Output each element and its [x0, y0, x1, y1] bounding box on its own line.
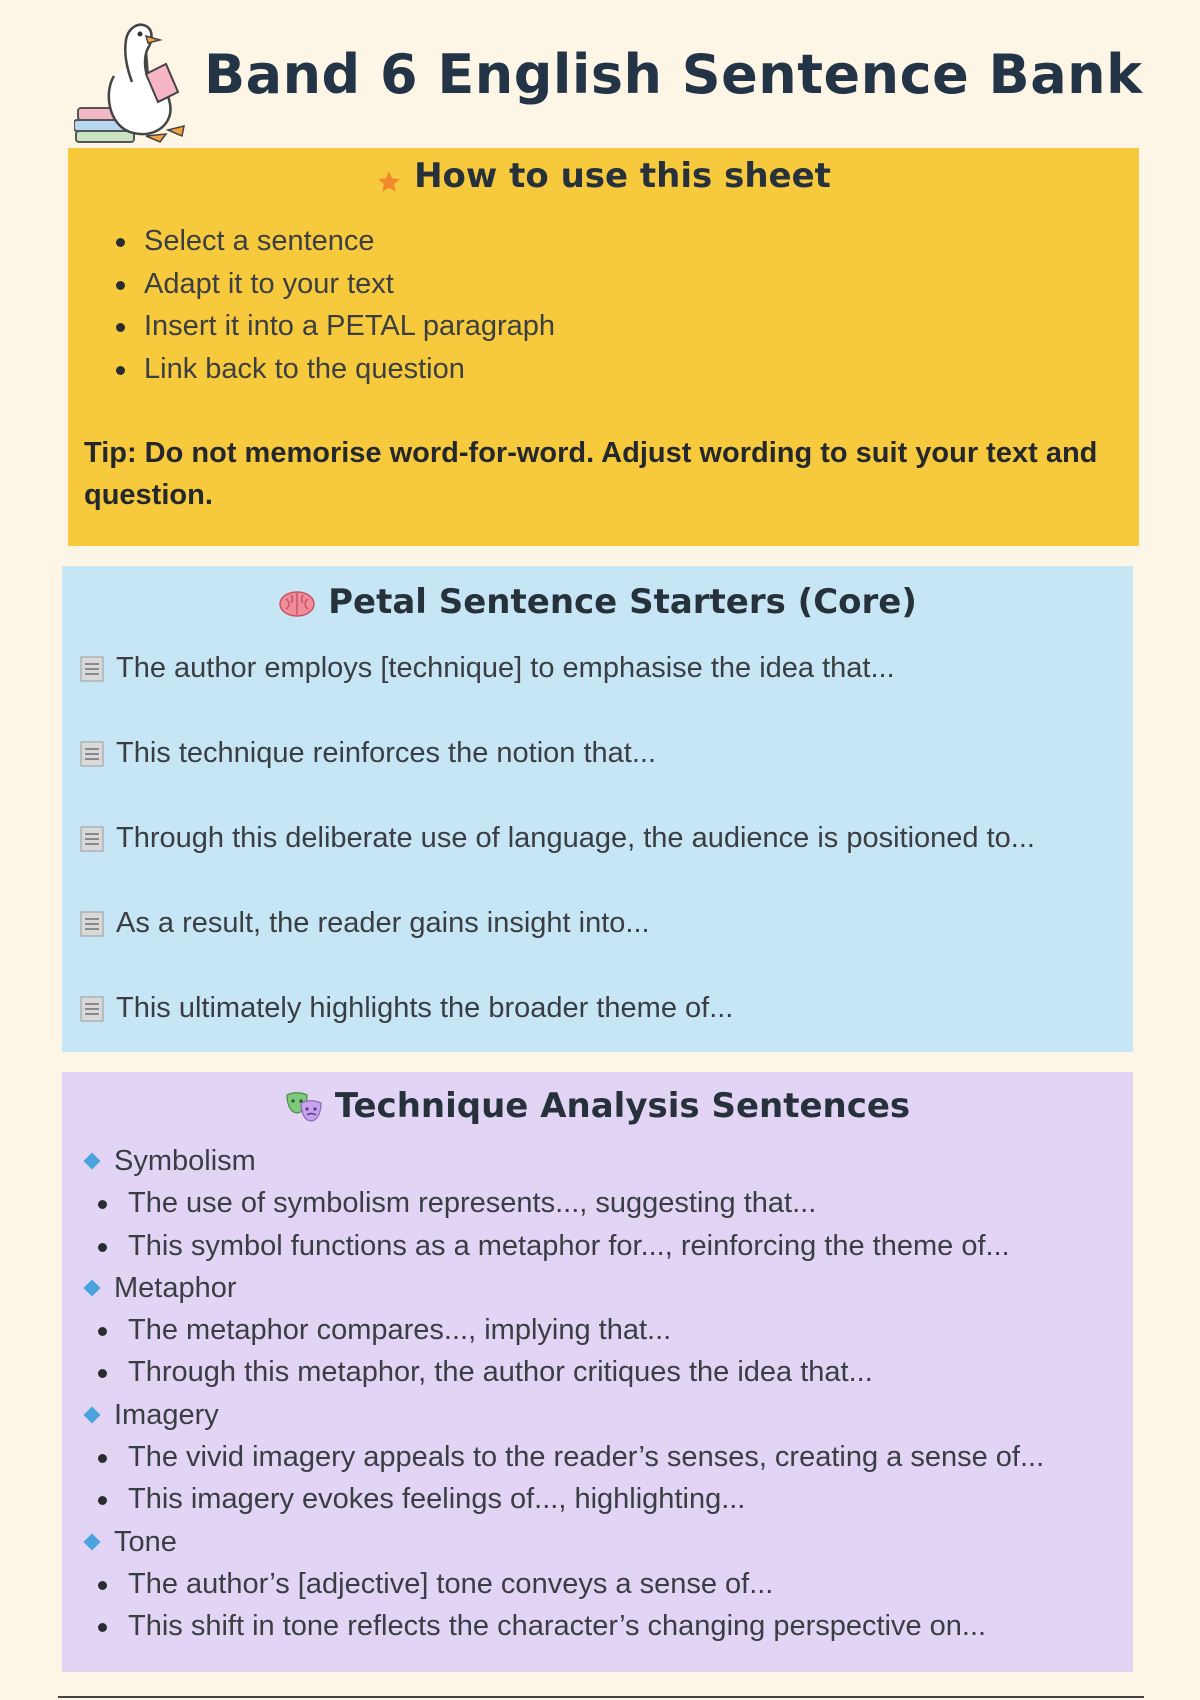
list-item — [82, 1436, 1044, 1478]
list-item: Link back to the question — [104, 348, 555, 391]
category-label: Metaphor — [114, 1271, 237, 1304]
bullet-icon — [98, 1243, 107, 1252]
sentence-text: Through this metaphor, the author critiques the idea that... — [128, 1356, 873, 1389]
footer-divider — [58, 1696, 1144, 1698]
technique-panel — [62, 1072, 1133, 1672]
how-to-panel — [68, 148, 1139, 546]
list-item — [80, 988, 1035, 1073]
notepad-icon — [80, 740, 104, 767]
bullet-icon — [98, 1496, 107, 1505]
page-title: Band 6 English Sentence Bank — [204, 43, 1143, 106]
blue-diamond-icon — [84, 1153, 101, 1170]
technique-heading-text: Technique Analysis Sentences — [334, 1086, 911, 1126]
category-tone — [82, 1521, 1044, 1563]
notepad-icon — [80, 825, 104, 852]
list-item — [80, 818, 1035, 903]
sentence-text: The metaphor compares..., implying that... — [128, 1314, 672, 1347]
list-item: Select a sentence — [104, 220, 555, 263]
petal-panel — [62, 566, 1133, 1052]
list-item — [82, 1605, 1044, 1647]
technique-list — [82, 1140, 1044, 1648]
bullet-icon — [98, 1369, 107, 1378]
sentence-text: The vivid imagery appeals to the reader’s senses, creating a sense of... — [128, 1441, 1045, 1474]
blue-diamond-icon — [84, 1406, 101, 1423]
blue-diamond-icon — [84, 1533, 101, 1550]
petal-heading — [62, 582, 1133, 622]
starter-text: This ultimately highlights the broader theme of... — [116, 992, 734, 1024]
list-item — [80, 648, 1035, 733]
how-to-heading-text: How to use this sheet — [414, 156, 831, 196]
star-icon — [376, 169, 402, 195]
sentence-text: This imagery evokes feelings of..., highlighting... — [128, 1483, 746, 1516]
bullet-icon — [98, 1623, 107, 1632]
list-item — [80, 733, 1035, 818]
category-label: Symbolism — [114, 1145, 256, 1177]
category-symbolism — [82, 1140, 1044, 1182]
brain-icon — [278, 589, 316, 619]
starter-list — [80, 648, 1035, 1073]
blue-diamond-icon — [84, 1279, 101, 1296]
category-label: Imagery — [114, 1398, 219, 1431]
bullet-icon — [98, 1454, 107, 1463]
bullet-icon — [98, 1581, 107, 1590]
list-item — [82, 1182, 1044, 1224]
list-item — [82, 1225, 1044, 1267]
starter-text: The author employs [technique] to emphasise the idea that... — [116, 652, 895, 684]
tip-text: Tip: Do not memorise word-for-word. Adjust wording to suit your text and question. — [84, 437, 1098, 511]
notepad-icon — [80, 655, 104, 682]
starter-text: As a result, the reader gains insight into... — [116, 907, 650, 939]
how-to-heading — [68, 156, 1139, 196]
bullet-icon — [98, 1200, 107, 1209]
starter-text: Through this deliberate use of language, the audience is positioned to... — [116, 822, 1035, 854]
sentence-text: The use of symbolism represents..., suggesting that... — [128, 1187, 817, 1220]
starter-text: This technique reinforces the notion that... — [116, 737, 657, 769]
notepad-icon — [80, 995, 104, 1022]
theatre-masks-icon — [285, 1091, 323, 1125]
sentence-text: The author’s [adjective] tone conveys a sense of... — [128, 1567, 774, 1600]
list-item — [82, 1351, 1044, 1393]
technique-heading — [62, 1086, 1133, 1126]
page-header — [74, 8, 1143, 142]
notepad-icon — [80, 910, 104, 937]
how-to-steps — [104, 220, 555, 390]
category-metaphor — [82, 1267, 1044, 1309]
sentence-text: This symbol functions as a metaphor for..., reinforcing the theme of... — [128, 1229, 1010, 1262]
list-item — [80, 903, 1035, 988]
category-imagery — [82, 1394, 1044, 1436]
list-item — [82, 1563, 1044, 1605]
list-item: Insert it into a PETAL paragraph — [104, 305, 555, 348]
list-item — [82, 1309, 1044, 1351]
category-label: Tone — [114, 1525, 177, 1558]
list-item — [82, 1478, 1044, 1520]
petal-heading-text: Petal Sentence Starters (Core) — [328, 582, 917, 622]
sentence-text: This shift in tone reflects the character’s changing perspective on... — [128, 1610, 987, 1643]
list-item: Adapt it to your text — [104, 263, 555, 306]
bullet-icon — [98, 1327, 107, 1336]
goose-reading-book-icon — [74, 12, 190, 144]
